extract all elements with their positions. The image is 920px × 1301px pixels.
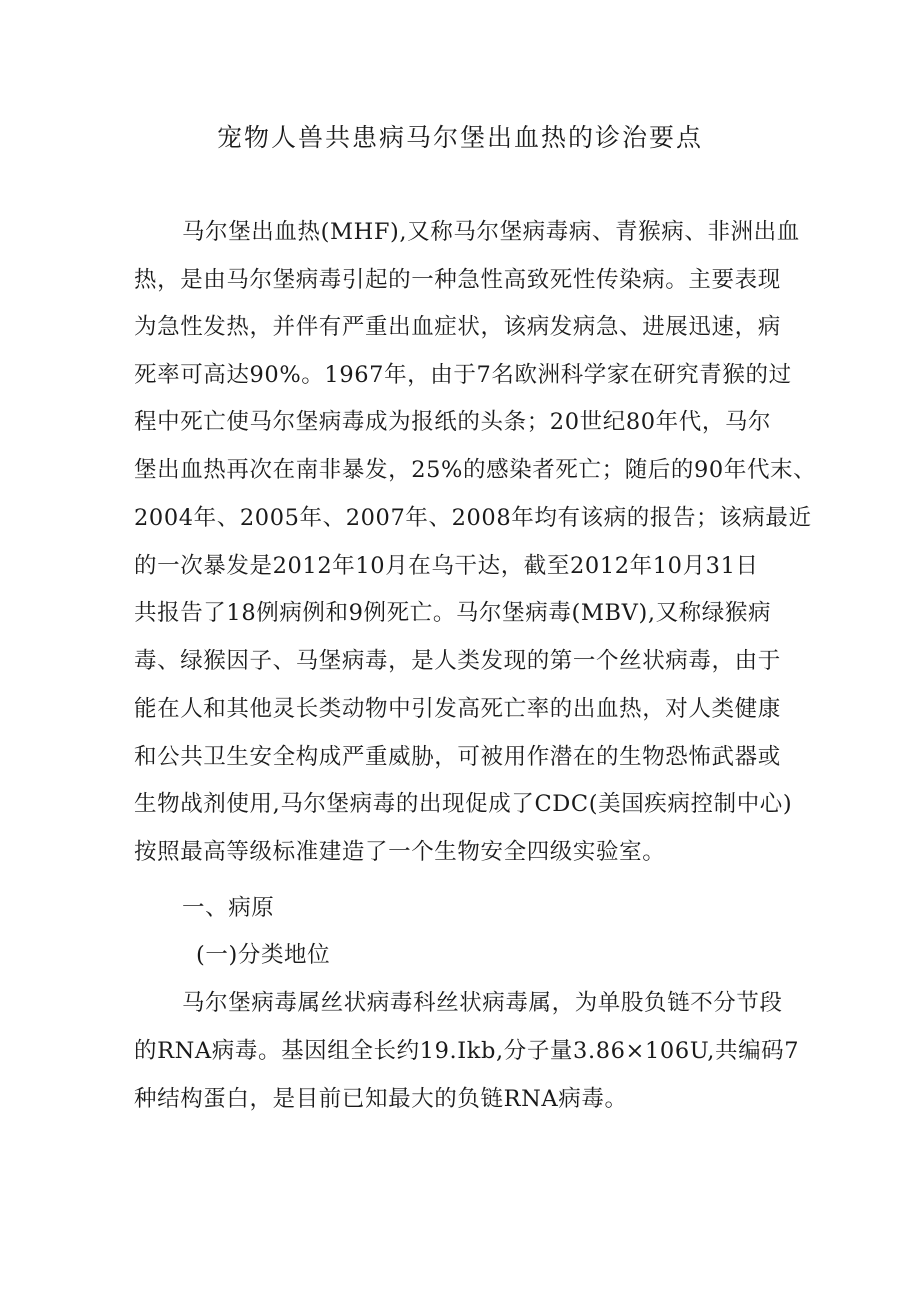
section-heading: 一、病原 [182,895,275,921]
paragraph-line: 马尔堡出血热(MHF),又称马尔堡病毒病、青猴病、非洲出血 [182,219,800,245]
paragraph-line: 毒、绿猴因子、马堡病毒，是人类发现的第一个丝状病毒，由于 [134,648,781,674]
paragraph-line: 热，是由马尔堡病毒引起的一种急性高致死性传染病。主要表现 [134,267,781,293]
paragraph-line: 堡出血热再次在南非暴发，25%的感染者死亡；随后的90年代末、 [134,457,817,483]
page-title: 宠物人兽共患病马尔堡出血热的诊治要点 [216,123,703,152]
paragraph-line: 共报告了18例病例和9例死亡。马尔堡病毒(MBV),又称绿猴病 [134,600,772,626]
paragraph-line: 能在人和其他灵长类动物中引发高死亡率的出血热，对人类健康 [134,696,781,722]
subsection-heading: (一)分类地位 [196,942,331,968]
paragraph-line: 和公共卫生安全构成严重威胁，可被用作潜在的生物恐怖武器或 [134,744,781,770]
paragraph-line: 为急性发热，并伴有严重出血症状，该病发病急、进展迅速，病 [134,314,781,340]
paragraph-line: 生物战剂使用,马尔堡病毒的出现促成了CDC(美国疾病控制中心) [134,791,793,817]
paragraph-line: 的RNA病毒。基因组全长约19.Ikb,分子量3.86×106U,共编码7 [134,1038,800,1064]
paragraph-line: 死率可高达90%。1967年，由于7名欧洲科学家在研究青猴的过 [134,362,792,388]
paragraph-line: 马尔堡病毒属丝状病毒科丝状病毒属，为单股负链不分节段 [182,990,783,1016]
paragraph-line: 种结构蛋白，是目前已知最大的负链RNA病毒。 [134,1086,628,1112]
paragraph-line: 按照最高等级标准建造了一个生物安全四级实验室。 [134,839,666,865]
paragraph-line: 程中死亡使马尔堡病毒成为报纸的头条；20世纪80年代，马尔 [134,409,772,435]
paragraph-line: 的一次暴发是2012年10月在乌干达，截至2012年10月31日 [134,553,759,579]
paragraph-line: 2004年、2005年、2007年、2008年均有该病的报告；该病最近 [134,505,812,531]
